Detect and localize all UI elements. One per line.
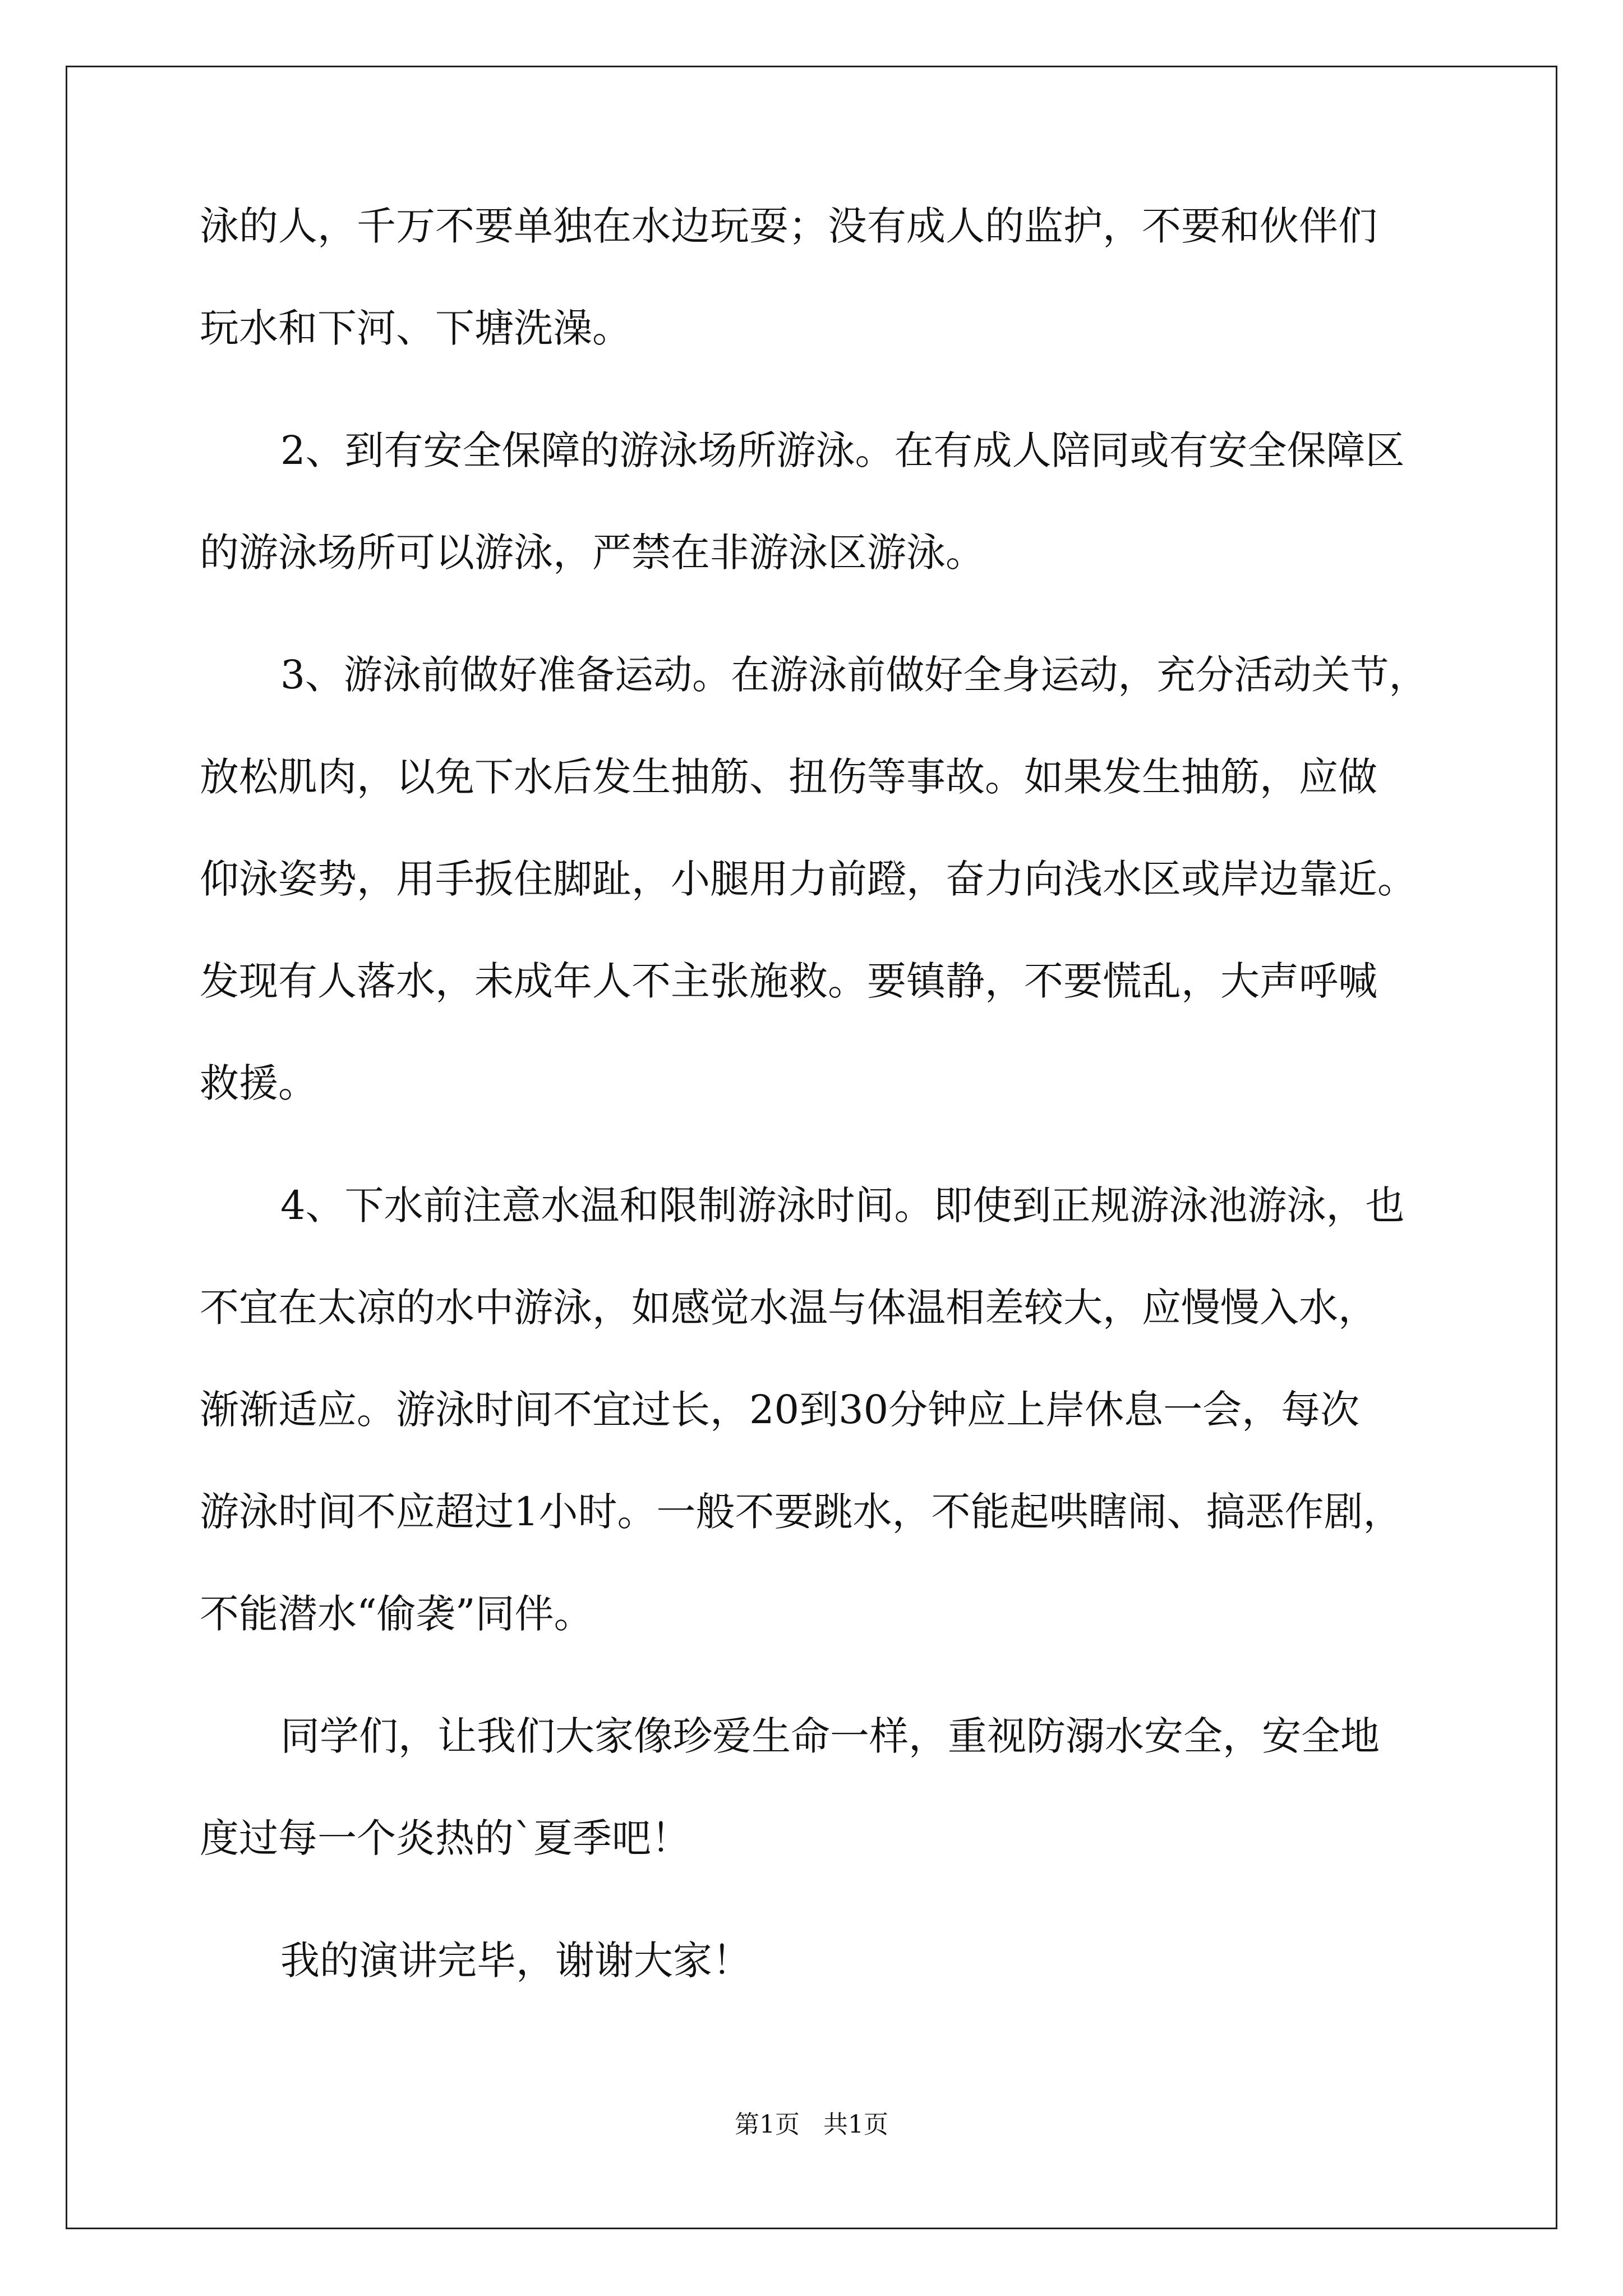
- page-border: [66, 66, 1557, 2229]
- text-line-1: 泳的人，千万不要单独在水边玩耍；没有成人的监护，不要和伙伴们: [200, 203, 1377, 249]
- paragraph-3-line-5: 救援。: [200, 1060, 317, 1106]
- paragraph-4-line-4: 游泳时间不应超过1小时。一般不要跳水，不能起哄瞎闹、搞恶作剧，: [200, 1489, 1403, 1535]
- paragraph-3-line-4: 发现有人落水，未成年人不主张施救。要镇静，不要慌乱，大声呼喊: [200, 958, 1377, 1004]
- page-number-footer: 第1页 共1页: [735, 2110, 888, 2139]
- paragraph-3-line-3: 仰泳姿势，用手扳住脚趾，小腿用力前蹬，奋力向浅水区或岸边靠近。: [200, 856, 1417, 902]
- paragraph-3-line-1: 3、游泳前做好准备运动。在游泳前做好全身运动，充分活动关节，: [280, 652, 1428, 698]
- paragraph-4-line-5: 不能潜水“偷袭”同伴。: [200, 1591, 593, 1637]
- paragraph-3-line-2: 放松肌肉，以免下水后发生抽筋、扭伤等事故。如果发生抽筋，应做: [200, 754, 1377, 800]
- paragraph-5-line-2: 度过每一个炎热的`夏季吧！: [200, 1815, 690, 1861]
- paragraph-5-line-1: 同学们，让我们大家像珍爱生命一样，重视防溺水安全，安全地: [280, 1713, 1380, 1759]
- paragraph-2-line-2: 的游泳场所可以游泳，严禁在非游泳区游泳。: [200, 530, 985, 576]
- paragraph-4-line-3: 渐渐适应。游泳时间不宜过长，20到30分钟应上岸休息一会，每次: [200, 1387, 1360, 1433]
- paragraph-4-line-2: 不宜在太凉的水中游泳，如感觉水温与体温相差较大，应慢慢入水，: [200, 1285, 1377, 1331]
- paragraph-2-line-1: 2、到有安全保障的游泳场所游泳。在有成人陪同或有安全保障区: [280, 427, 1405, 473]
- paragraph-4-line-1: 4、下水前注意水温和限制游泳时间。即使到正规游泳池游泳，也: [280, 1182, 1405, 1228]
- closing-line: 我的演讲完毕，谢谢大家！: [280, 1938, 751, 1984]
- text-line-2: 玩水和下河、下塘洗澡。: [200, 305, 631, 351]
